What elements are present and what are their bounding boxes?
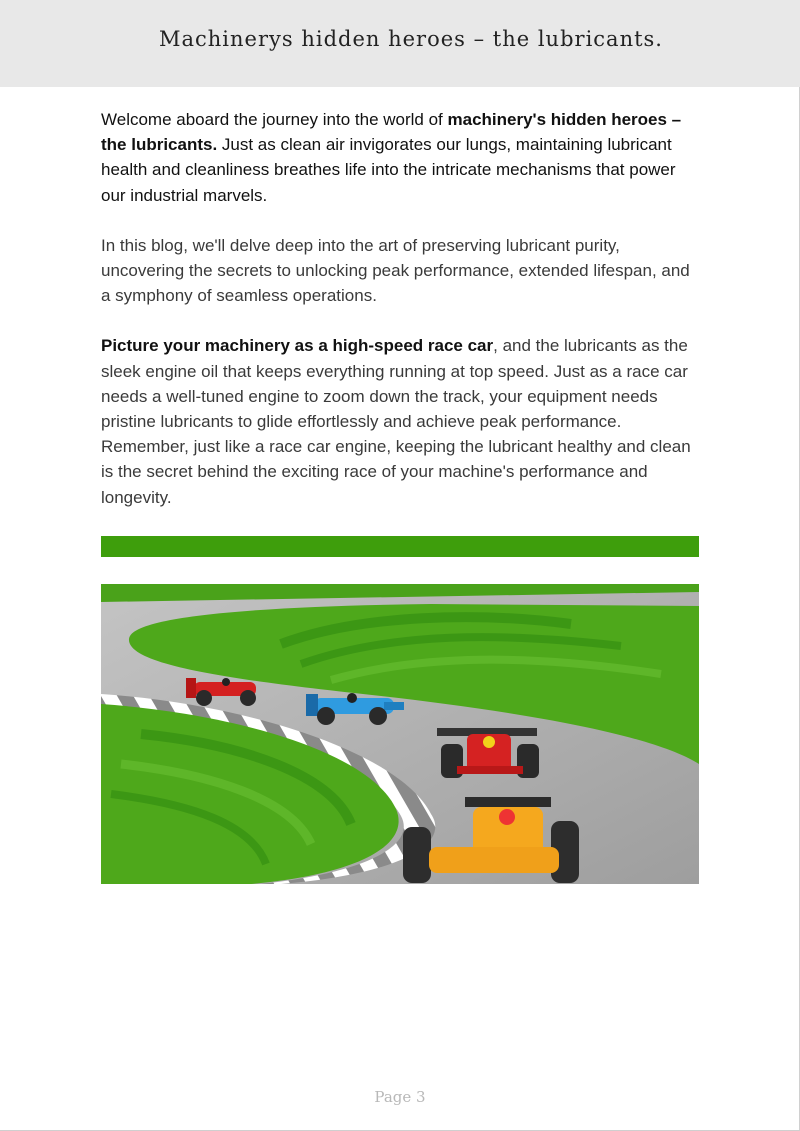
race-car-bold-text: Picture your machinery as a high-speed race car xyxy=(101,336,494,356)
race-track-illustration xyxy=(101,584,699,884)
page-header xyxy=(0,0,800,87)
page-title: Machinerys hidden heroes – the lubricants. xyxy=(159,27,663,51)
intro-bold-text: machinery's hidden heroes – the lubricants. xyxy=(101,110,682,155)
red-race-car-front xyxy=(437,728,539,778)
paragraph-race-car xyxy=(101,333,699,509)
article-body xyxy=(101,107,699,535)
paragraph-intro xyxy=(101,107,699,208)
intro-text-end: Just as clean air invigorates our lungs, maintaining lubricant health and cleanliness breathes life into the intricate mechanisms that power our industrial marvels. xyxy=(101,135,676,205)
intro-text-start: Welcome aboard the journey into the world of xyxy=(101,110,448,129)
green-divider-bar xyxy=(101,536,699,557)
race-car-text: , and the lubricants as the sleek engine oil that keeps everything running at top speed. Just as a race car needs a well-tuned engine to zoom down the track, your equipment needs pristine lubricants to glide effortlessly and achieve peak performance. Remember, just like a race car engine, keeping the lubricant healthy and clean is the secret behind the exciting race of your machine's performance and longevity. xyxy=(101,336,691,507)
paragraph-blog-purpose: In this blog, we'll delve deep into the art of preserving lubricant purity, uncovering the secrets to unlocking peak performance, extended lifespan, and a symphony of seamless operations. xyxy=(101,235,690,306)
page-number: Page 3 xyxy=(374,1088,426,1106)
